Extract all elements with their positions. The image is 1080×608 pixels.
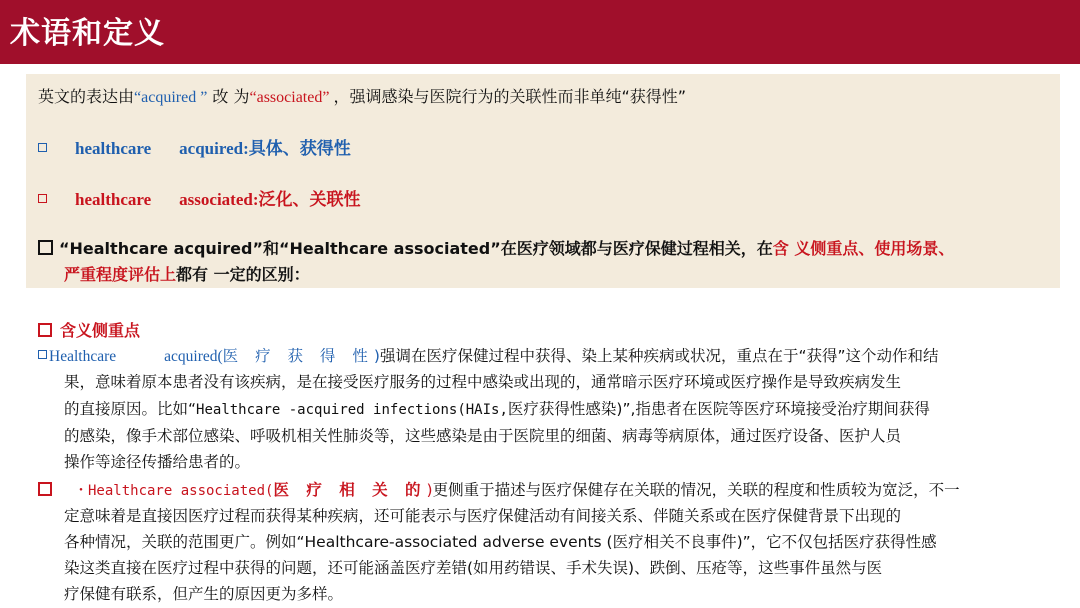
intro-text-1: 英文的表达由: [38, 87, 135, 106]
checkbox-icon: [38, 323, 52, 337]
para2-line4: 染这类直接在医疗过程中获得的问题，还可能涵盖医疗差错(如用药错误、手术失误)、跌倒、压疮等，这些事件虽然与医: [64, 559, 883, 577]
checkbox-icon: [38, 143, 47, 152]
section-heading-text: 含义侧重点: [60, 321, 141, 340]
item1-term2: acquired: [179, 139, 244, 158]
intro-text-3: ，强调感染与医院行为的关联性而非单纯“获得性”: [333, 87, 687, 106]
item-comparison: [38, 236, 954, 259]
item2-term2: associated: [179, 190, 253, 209]
para1-line2: 果，意味着原本患者没有该疾病，是在接受医疗服务的过程中感染或出现的，通常暗示医疗环境或医疗操作是导致疾病发生: [64, 373, 902, 391]
item2-term1: healthcare: [75, 190, 152, 209]
intro-associated: “associated”: [249, 89, 334, 106]
item-comparison-cont: [64, 262, 310, 285]
para2-line2: 定意味着是直接因医疗过程而获得某种疾病，还可能表示与医疗保健活动有间接关系、伴随关系或在医疗保健背景下出现的: [64, 507, 902, 525]
section-heading: [38, 318, 140, 341]
para2-term: ・Healthcare associated(: [74, 483, 274, 499]
item-acquired: [38, 134, 351, 159]
item1-term1: healthcare: [75, 139, 152, 158]
intro-line: [38, 84, 686, 107]
para1-line5: 操作等途径传播给患者的。: [64, 453, 251, 471]
para2-line3: 各种情况，关联的范围更广。例如“Healthcare-associated adverse events (医疗相关不良事件)”，它不仅包括医疗获得性感: [64, 533, 937, 551]
para1-line1: [38, 344, 939, 366]
checkbox-icon: [38, 482, 52, 496]
item3-highlight-2: 严重程度评估上: [64, 265, 177, 284]
page-title: 术语和定义: [10, 16, 165, 51]
para2-term-cn: 医 疗 相 关 的: [273, 481, 427, 499]
item-associated: [38, 185, 361, 210]
para1-term-cn: 医 疗 获 得 性: [222, 347, 374, 365]
item3-text-2: 都有 一定的区别：: [176, 265, 310, 284]
checkbox-icon: [38, 350, 47, 359]
para1-line3-a: 的直接原因。比如“: [64, 400, 197, 418]
title-bar: [0, 0, 1080, 64]
para1-line3: [64, 397, 930, 419]
para2-line5: 疗保健有联系，但产生的原因更为多样。: [64, 585, 344, 603]
intro-acquired: “acquired ”: [134, 89, 208, 106]
para1-term2: acquired(: [164, 348, 223, 365]
checkbox-icon: [38, 194, 47, 203]
para1-line3-b: Healthcare -acquired infections(HAIs,: [196, 402, 508, 418]
para2-paren: ): [426, 481, 433, 499]
intro-text-2: 改 为: [207, 87, 250, 106]
item3-highlight: 含 义侧重点、使用场景、: [772, 239, 955, 258]
checkbox-icon: [38, 240, 53, 255]
para1-text: 强调在医疗保健过程中获得、染上某种疾病或状况，重点在于“获得”这个动作和结: [379, 347, 939, 365]
para1-line4: 的感染，像手术部位感染、呼吸机相关性肺炎等，这些感染是由于医院里的细菌、病毒等病原体，通过医疗设备、医护人员: [64, 427, 902, 445]
para1-line3-c: 医疗获得性感染): [507, 400, 623, 418]
para2-text: 更侧重于描述与医疗保健存在关联的情况，关联的程度和性质较为宽泛，不一: [432, 481, 960, 499]
item1-desc: :具体、获得性: [243, 139, 351, 158]
para2-line1: [38, 478, 960, 500]
item3-text: “Healthcare acquired”和“Healthcare associated”在医疗领域都与医疗保健过程相关，在: [59, 239, 773, 258]
para1-paren: ): [373, 347, 380, 365]
para1-term1: Healthcare: [49, 348, 117, 365]
item2-desc: :泛化、关联性: [252, 190, 361, 209]
para1-line3-d: ”,指患者在医院等医疗环境接受治疗期间获得: [622, 400, 930, 418]
